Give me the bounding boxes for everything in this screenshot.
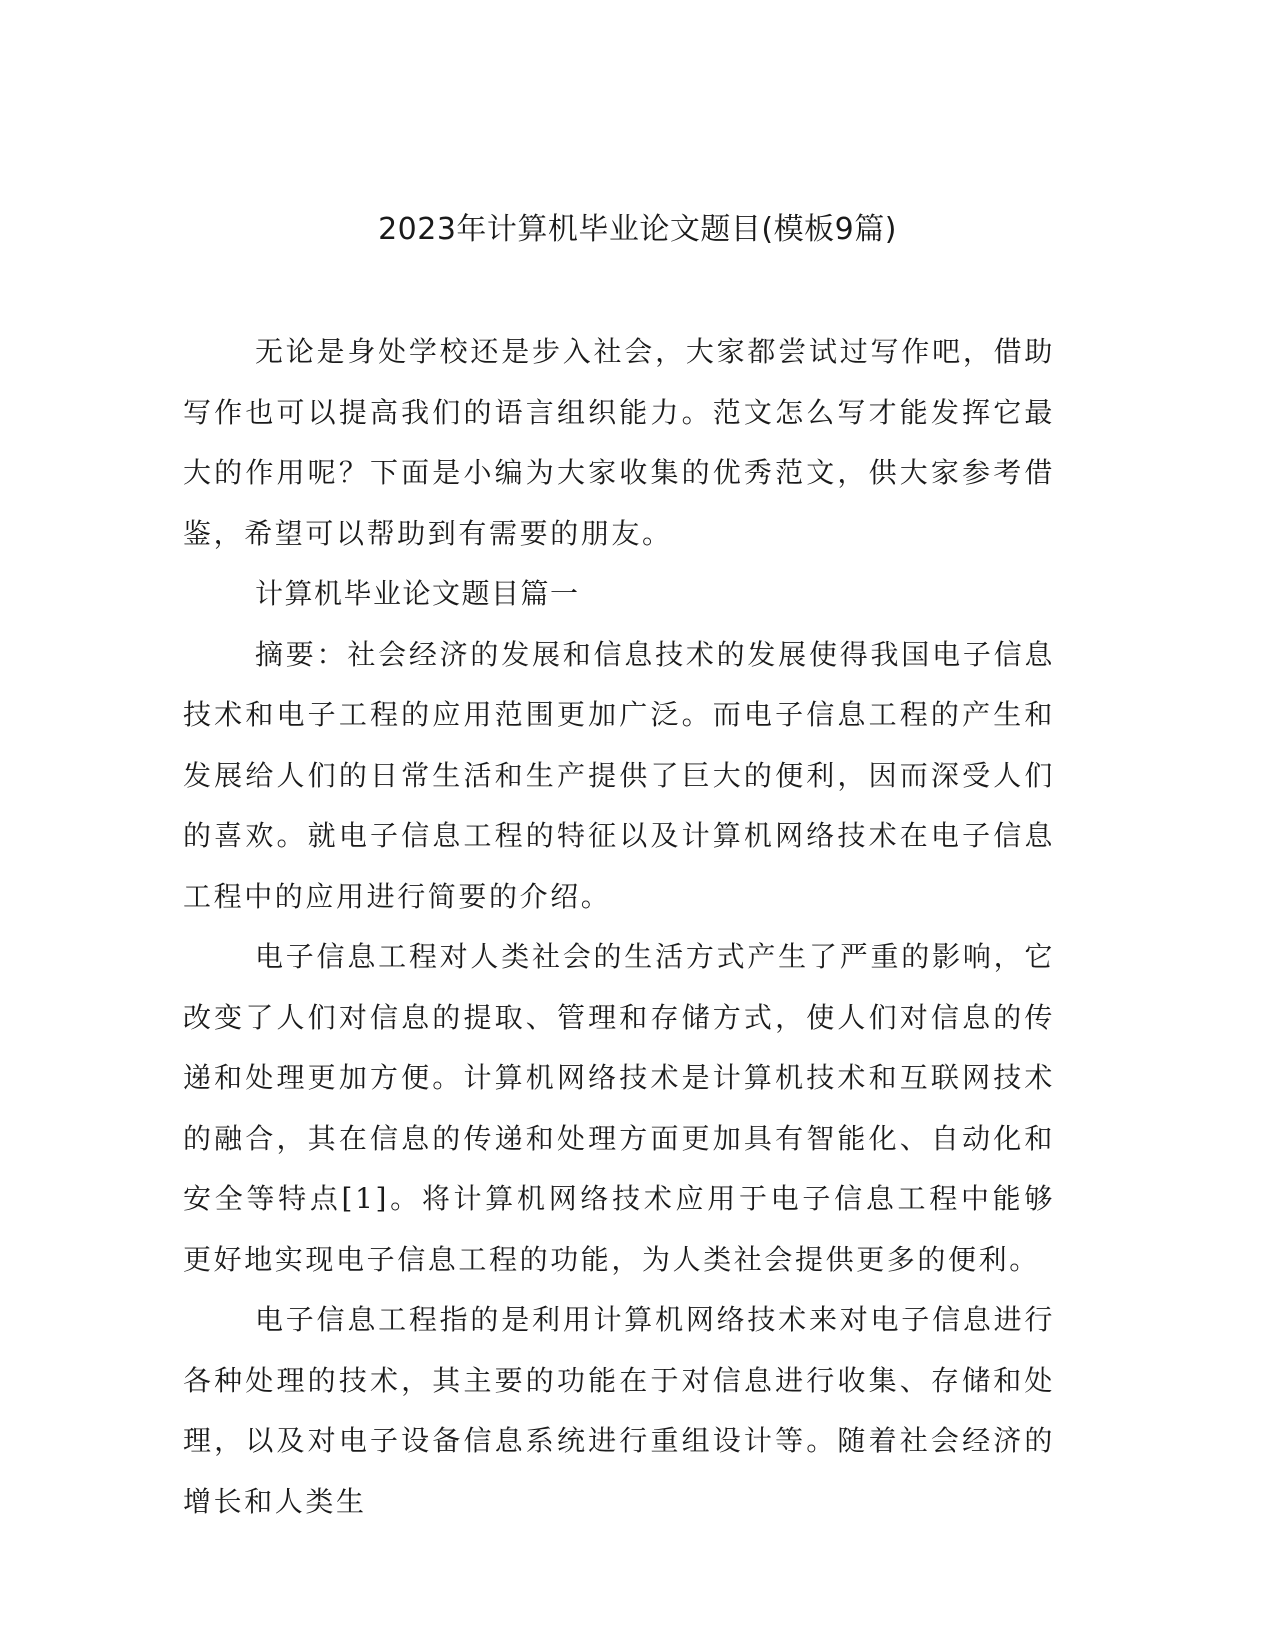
document-body [183, 322, 1055, 1532]
body-paragraph: 电子信息工程指的是利用计算机网络技术来对电子信息进行各种处理的技术，其主要的功能在于对信息进行收集、存储和处理，以及对电子设备信息系统进行重组设计等。随着社会经济的增长和人类生 [183, 1303, 1055, 1518]
document-title: 2023年计算机毕业论文题目(模板9篇) [378, 212, 897, 247]
abstract-paragraph: 摘要：社会经济的发展和信息技术的发展使得我国电子信息技术和电子工程的应用范围更加广泛。而电子信息工程的产生和发展给人们的日常生活和生产提供了巨大的便利，因而深受人们的喜欢。就电子信息工程的特征以及计算机网络技术在电子信息工程中的应用进行简要的介绍。 [183, 637, 1055, 913]
body-paragraph: 电子信息工程对人类社会的生活方式产生了严重的影响，它改变了人们对信息的提取、管理和存储方式，使人们对信息的传递和处理更加方便。计算机网络技术是计算机技术和互联网技术的融合，其在信息的传递和处理方面更加具有智能化、自动化和安全等特点[1]。将计算机网络技术应用于电子信息工程中能够更好地实现电子信息工程的功能，为人类社会提供更多的便利。 [183, 940, 1055, 1276]
intro-paragraph: 无论是身处学校还是步入社会，大家都尝试过写作吧，借助写作也可以提高我们的语言组织能力。范文怎么写才能发挥它最大的作用呢？下面是小编为大家收集的优秀范文，供大家参考借鉴，希望可以帮助到有需要的朋友。 [183, 335, 1055, 550]
section-heading: 计算机毕业论文题目篇一 [255, 577, 580, 610]
